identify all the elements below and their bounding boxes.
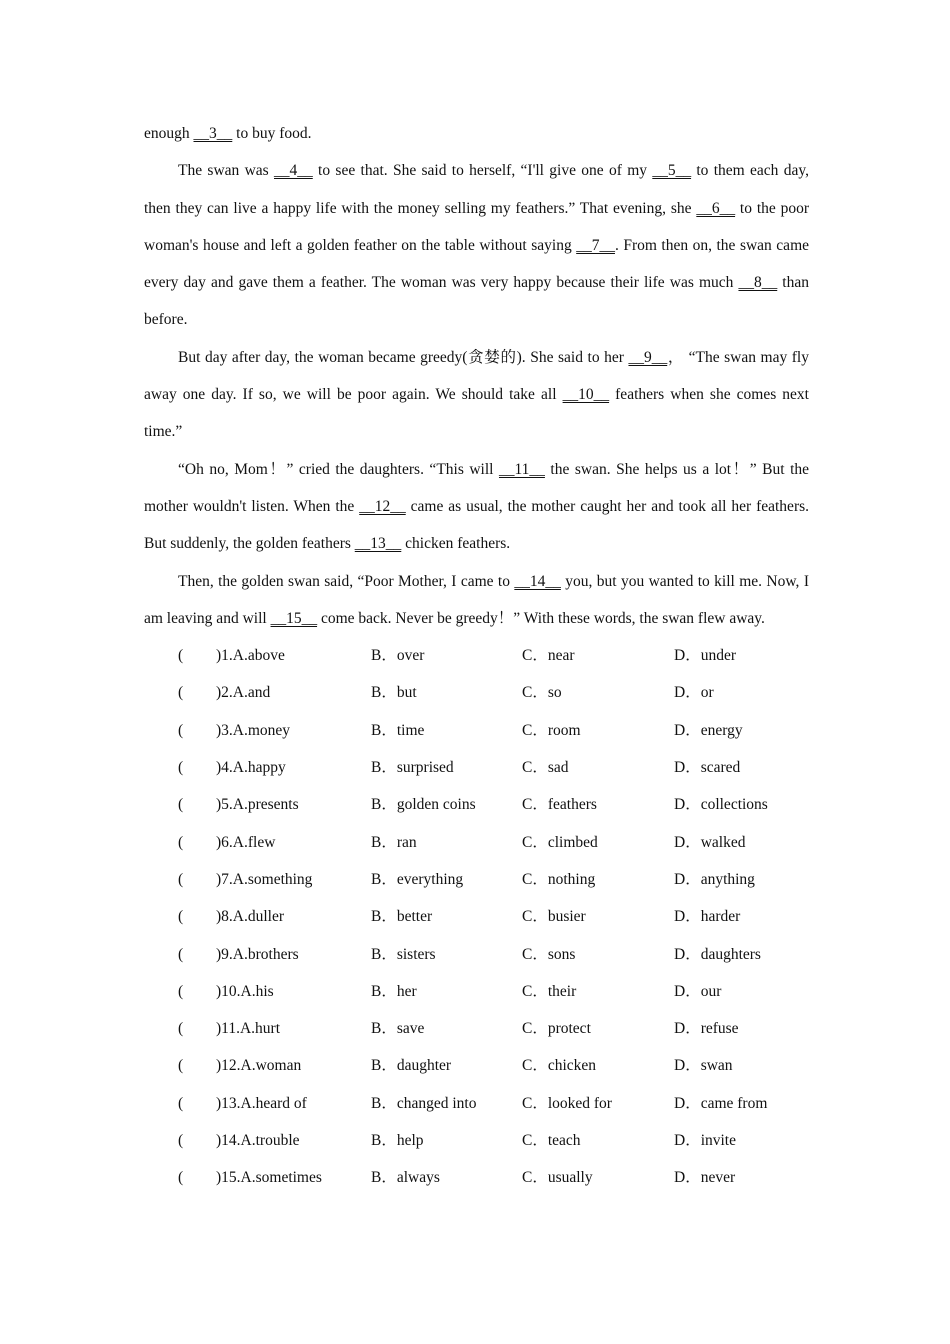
option-b: B．sisters: [371, 945, 436, 963]
question-number-option-a: )1.A.above: [216, 647, 285, 665]
option-c: C．sad: [522, 759, 569, 777]
question-row: [144, 936, 809, 973]
option-d: D．walked: [674, 833, 746, 851]
answer-paren: (: [178, 1094, 184, 1112]
question-row: [144, 1122, 809, 1159]
answer-blank: __11__: [498, 460, 545, 478]
option-d: D．harder: [674, 908, 741, 926]
passage-text: to see that. She said to herself, “I'll give one of my: [312, 162, 653, 180]
question-number-option-a: )14.A.trouble: [216, 1132, 300, 1150]
option-c: C．feathers: [522, 796, 597, 814]
question-list: [144, 637, 809, 1196]
option-c: C．protect: [522, 1020, 591, 1038]
question-number-option-a: )6.A.flew: [216, 833, 276, 851]
answer-paren: (: [178, 870, 184, 888]
passage-paragraph: [144, 115, 809, 152]
question-row: [144, 637, 809, 674]
option-c: C．near: [522, 647, 575, 665]
passage-paragraph: [144, 339, 809, 451]
passage-text: Then, the golden swan said, “Poor Mother, I came to: [178, 572, 515, 590]
question-number-option-a: )13.A.heard of: [216, 1094, 307, 1112]
option-d: D．under: [674, 647, 736, 665]
passage-text: than before.: [144, 274, 809, 329]
answer-paren: (: [178, 721, 184, 739]
question-row: [144, 1159, 809, 1196]
option-d: D．never: [674, 1169, 736, 1187]
option-d: D．came from: [674, 1094, 768, 1112]
option-d: D．collections: [674, 796, 768, 814]
answer-paren: (: [178, 647, 184, 665]
option-b: B．time: [371, 721, 425, 739]
option-b: B．ran: [371, 833, 417, 851]
option-b: B．daughter: [371, 1057, 452, 1075]
option-c: C．room: [522, 721, 581, 739]
option-c: C．busier: [522, 908, 586, 926]
passage-text: ， “The swan may fly away one day. If so, we will be poor again. We should take all: [144, 348, 809, 404]
answer-blank: __4__: [274, 162, 313, 180]
option-c: C．so: [522, 684, 562, 702]
option-c: C．teach: [522, 1132, 581, 1150]
option-b: B．save: [371, 1020, 425, 1038]
option-d: D．scared: [674, 759, 741, 777]
option-c: C．nothing: [522, 870, 596, 888]
option-b: B．over: [371, 647, 425, 665]
option-c: C．chicken: [522, 1057, 597, 1075]
passage-paragraph: [144, 152, 809, 338]
question-number-option-a: )3.A.money: [216, 721, 291, 739]
option-b: B．her: [371, 982, 417, 1000]
passage-text: to them each day, then they can live a happy life with the money selling my feathers.” That evening, she: [144, 162, 809, 217]
question-row: [144, 898, 809, 935]
answer-blank: __13__: [354, 535, 402, 553]
passage-text: feathers when she comes next time.”: [144, 386, 809, 441]
question-row: [144, 749, 809, 786]
answer-blank: __14__: [514, 572, 561, 590]
answer-blank: __12__: [359, 497, 406, 515]
question-number-option-a: )4.A.happy: [216, 759, 286, 777]
question-number-option-a: )15.A.sometimes: [216, 1169, 322, 1187]
answer-paren: (: [178, 982, 184, 1000]
answer-paren: (: [178, 796, 184, 814]
passage-text: “Oh no, Mom！” cried the daughters. “This will: [178, 460, 499, 478]
passage-text: . From then on, the swan came every day and gave them a feather. The woman was very happy because their life was much: [144, 236, 810, 292]
answer-paren: (: [178, 684, 184, 702]
question-row: [144, 712, 809, 749]
option-d: D．our: [674, 982, 722, 1000]
answer-paren: (: [178, 1057, 184, 1075]
question-row: [144, 1085, 809, 1122]
passage-paragraph: [144, 451, 809, 563]
passage-text: the swan. She helps us a lot！” But the mother wouldn't listen. When the: [144, 460, 810, 515]
question-number-option-a: )7.A.something: [216, 870, 313, 888]
question-row: [144, 1010, 809, 1047]
question-number-option-a: )8.A.duller: [216, 908, 285, 926]
answer-blank: __7__: [576, 236, 615, 254]
option-b: B．help: [371, 1132, 424, 1150]
question-number-option-a: )5.A.presents: [216, 796, 299, 814]
option-b: B．changed into: [371, 1094, 477, 1112]
question-row: [144, 786, 809, 823]
question-row: [144, 674, 809, 711]
passage-text: to buy food.: [232, 125, 312, 142]
passage-text: come back. Never be greedy！” With these words, the swan flew away.: [317, 609, 765, 627]
question-number-option-a: )10.A.his: [216, 982, 274, 1000]
answer-paren: (: [178, 908, 184, 926]
answer-blank: __9__: [628, 348, 668, 366]
document-page: [144, 115, 809, 1197]
answer-blank: __8__: [738, 274, 778, 292]
answer-blank: __10__: [562, 386, 610, 404]
passage-paragraph: [144, 563, 809, 638]
passage-text: to the poor woman's house and left a golden feather on the table without saying: [144, 199, 810, 254]
option-b: B．everything: [371, 870, 464, 888]
passage-text: you, but you wanted to kill me. Now, I am leaving and will: [144, 572, 809, 627]
option-c: C．climbed: [522, 833, 598, 851]
answer-paren: (: [178, 1132, 184, 1150]
passage-text: came as usual, the mother caught her and took all her feathers. But suddenly, the golden feathers: [144, 497, 810, 553]
option-d: D．energy: [674, 721, 743, 739]
option-d: D．anything: [674, 870, 755, 888]
question-number-option-a: )12.A.woman: [216, 1057, 302, 1075]
option-c: C．looked for: [522, 1094, 612, 1112]
option-d: D．refuse: [674, 1020, 739, 1038]
question-number-option-a: )9.A.brothers: [216, 945, 299, 963]
passage-text: chicken feathers.: [401, 535, 511, 553]
passage-text: enough: [144, 125, 194, 142]
option-b: B．golden coins: [371, 796, 476, 814]
passage-text: But day after day, the woman became greedy(贪婪的). She said to her: [178, 348, 629, 366]
option-d: D．or: [674, 684, 714, 702]
option-b: B．but: [371, 684, 417, 702]
option-d: D．swan: [674, 1057, 733, 1075]
option-c: C．sons: [522, 945, 576, 963]
option-c: C．usually: [522, 1169, 593, 1187]
answer-blank: __6__: [696, 199, 736, 217]
question-number-option-a: )11.A.hurt: [216, 1020, 280, 1038]
question-row: [144, 824, 809, 861]
option-d: D．daughters: [674, 945, 761, 963]
answer-paren: (: [178, 945, 184, 963]
passage: [144, 115, 809, 637]
answer-paren: (: [178, 759, 184, 777]
answer-paren: (: [178, 1020, 184, 1038]
answer-blank: __3__: [193, 125, 233, 142]
option-b: B．surprised: [371, 759, 454, 777]
answer-paren: (: [178, 1169, 184, 1187]
question-number-option-a: )2.A.and: [216, 684, 271, 702]
answer-blank: __5__: [652, 162, 692, 180]
answer-blank: __15__: [270, 609, 318, 627]
passage-text: The swan was: [178, 162, 274, 180]
question-row: [144, 1047, 809, 1084]
answer-paren: (: [178, 833, 184, 851]
option-b: B．always: [371, 1169, 440, 1187]
question-row: [144, 861, 809, 898]
option-d: D．invite: [674, 1132, 736, 1150]
option-c: C．their: [522, 982, 577, 1000]
option-b: B．better: [371, 908, 433, 926]
question-row: [144, 973, 809, 1010]
